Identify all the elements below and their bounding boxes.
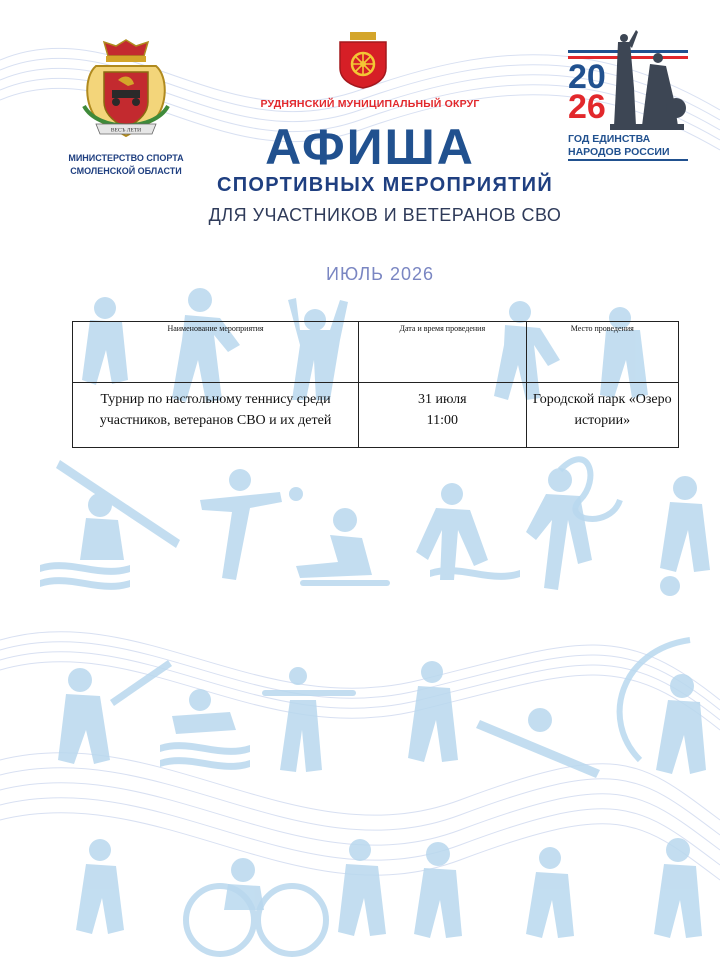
- table-header-row: [73, 322, 679, 383]
- poster-title: АФИША: [265, 119, 475, 175]
- ministry-coat-ribbon-text: ВЕСЪ ЛЕТИ: [110, 127, 142, 134]
- event-place-cell: Городской парк «Озеро истории»: [526, 383, 678, 448]
- table-row: [73, 383, 679, 448]
- rudnya-coat-of-arms-icon: [336, 30, 390, 90]
- poster-month: ИЮЛЬ 2026: [326, 264, 434, 284]
- column-header-name: Наименование мероприятия: [73, 322, 359, 383]
- column-header-place: Место проведения: [526, 322, 678, 383]
- year-logo-bottom-digits: 26: [568, 88, 606, 126]
- municipality-title: РУДНЯНСКИЙ МУНИЦИПАЛЬНЫЙ ОКРУГ: [260, 98, 480, 110]
- year-logo-top-digits: 20: [568, 58, 606, 96]
- event-datetime-cell: 31 июля 11:00: [359, 383, 527, 448]
- year-logo-line2: НАРОДОВ РОССИИ: [568, 146, 670, 158]
- event-name-cell: Турнир по настольному теннису среди участников, ветеранов СВО и их детей: [73, 383, 359, 448]
- year-logo-line1: ГОД ЕДИНСТВА: [568, 133, 651, 145]
- poster-subtitle: СПОРТИВНЫХ МЕРОПРИЯТИЙ: [216, 174, 554, 196]
- column-header-datetime: Дата и время проведения: [359, 322, 527, 383]
- poster-audience: ДЛЯ УЧАСТНИКОВ И ВЕТЕРАНОВ СВО: [208, 205, 562, 225]
- ministry-coat-of-arms-icon: [78, 36, 174, 146]
- year-2026-monument-icon: [566, 28, 692, 164]
- events-table: [72, 321, 679, 448]
- ministry-caption: МИНИСТЕРСТВО СПОРТА СМОЛЕНСКОЙ ОБЛАСТИ: [68, 153, 184, 176]
